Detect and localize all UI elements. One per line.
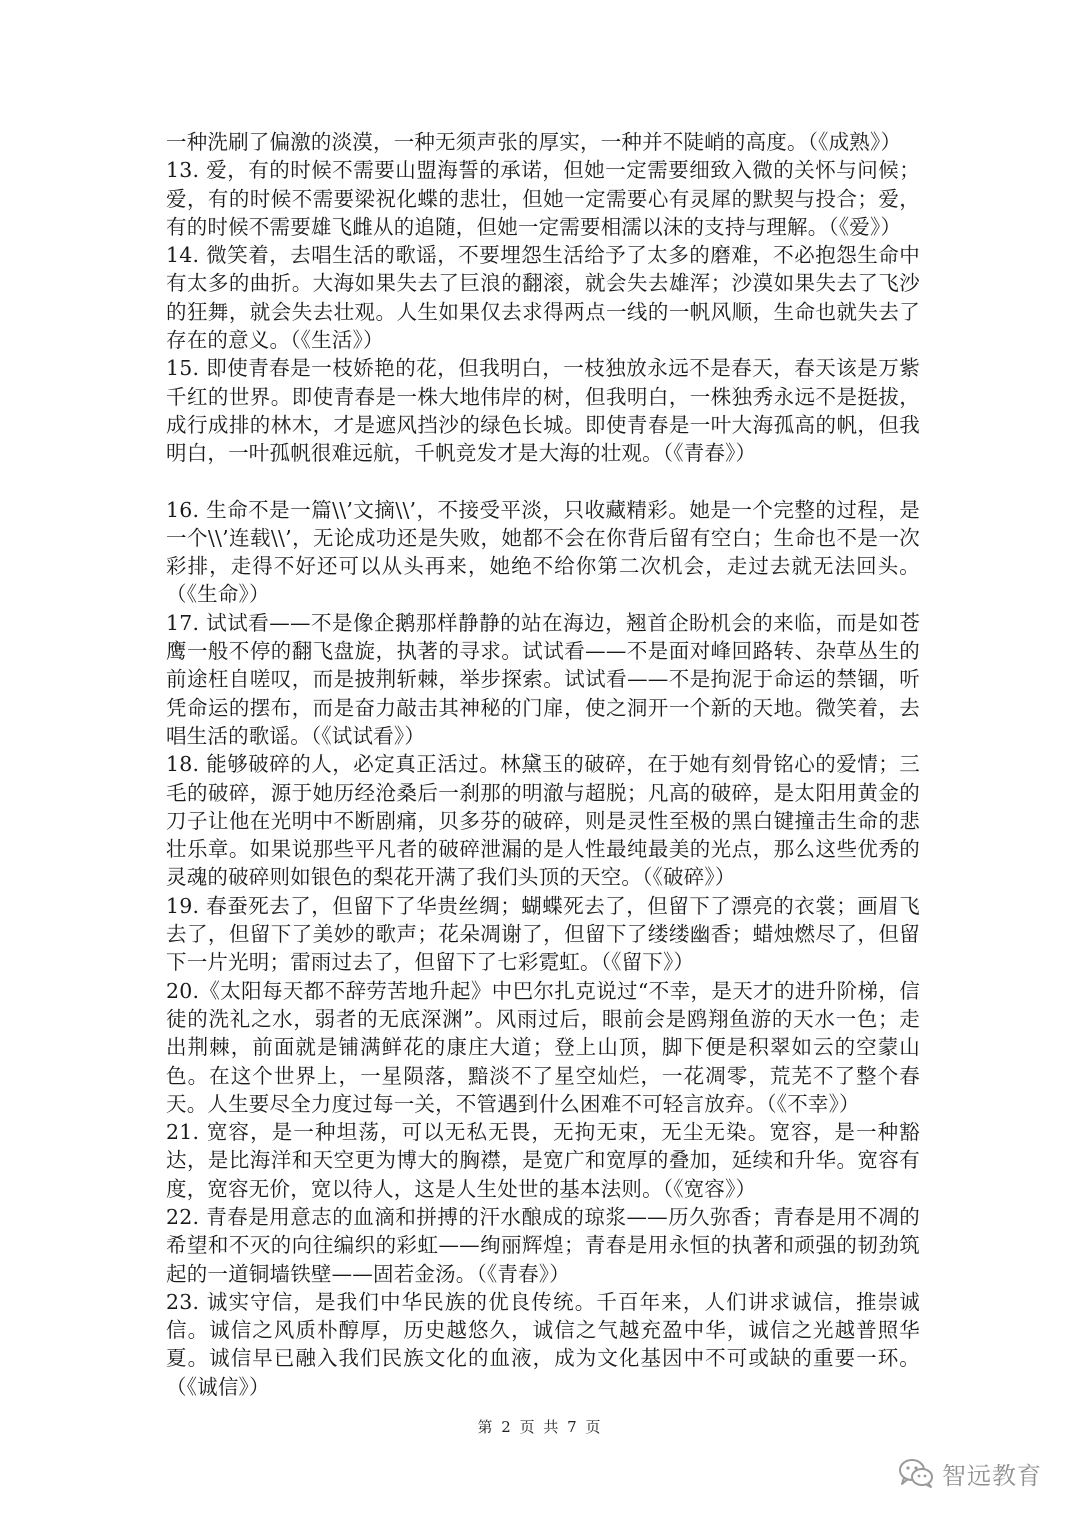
page-number-footer: 第 2 页 共 7 页 xyxy=(477,1418,603,1436)
document-body xyxy=(166,128,920,1401)
paragraph-19: 19. 春蚕死去了，但留下了华贵丝绸；蝴蝶死去了，但留下了漂亮的衣裳；画眉飞去了，但留下了美妙的歌声；花朵凋谢了，但留下了缕缕幽香；蜡烛燃尽了，但留下一片光明；雷雨过去了，但留下了七彩霓虹。（《留下》） xyxy=(166,893,920,975)
paragraph-16: 16. 生命不是一篇\\’文摘\\’，不接受平淡，只收藏精彩。她是一个完整的过程，是一个\\’连载\\’，无论成功还是失败，她都不会在你背后留有空白；生命也不是一次彩排，走得不好还可以从头再来，她绝不给你第二次机会，走过去就无法回头。（《生命》） xyxy=(166,497,920,607)
paragraph-18: 18. 能够破碎的人，必定真正活过。林黛玉的破碎，在于她有刻骨铭心的爱情；三毛的破碎，源于她历经沧桑后一刹那的明澈与超脱；凡高的破碎，是太阳用黄金的刀子让他在光明中不断剧痛，贝多芬的破碎，则是灵性至极的黑白键撞击生命的悲壮乐章。如果说那些平凡者的破碎泄漏的是人性最纯最美的光点，那么这些优秀的灵魂的破碎则如银色的梨花开满了我们头顶的天空。（《破碎》） xyxy=(166,752,920,890)
paragraph-17: 17. 试试看——不是像企鹅那样静静的站在海边，翘首企盼机会的来临，而是如苍鹰一般不停的翻飞盘旋，执著的寻求。试试看——不是面对峰回路转、杂草丛生的前途枉自嗟叹，而是披荆斩棘，举步探索。试试看——不是拘泥于命运的禁锢，听凭命运的摆布，而是奋力敲击其神秘的门扉，使之洞开一个新的天地。微笑着，去唱生活的歌谣。（《试试看》） xyxy=(166,610,920,748)
paragraph-23: 23. 诚实守信，是我们中华民族的优良传统。千百年来，人们讲求诚信，推崇诚信。诚信之风质朴醇厚，历史越悠久，诚信之气越充盈中华，诚信之光越普照华夏。诚信早已融入我们民族文化的血液，成为文化基因中不可或缺的重要一环。（《诚信》） xyxy=(166,1289,920,1399)
watermark-text: 智远教育 xyxy=(942,1461,1042,1490)
paragraph-20: 20.《太阳每天都不辞劳苦地升起》中巴尔扎克说过“不幸，是天才的进升阶梯，信徒的洗礼之水，弱者的无底深渊”。风雨过后，眼前会是鸥翔鱼游的天水一色；走出荆棘，前面就是铺满鲜花的康庄大道；登上山顶，脚下便是积翠如云的空蒙山色。在这个世界上，一星陨落，黯淡不了星空灿烂，一花凋零，荒芜不了整个春天。人生要尽全力度过每一关，不管遇到什么困难不可轻言放弃。（《不幸》） xyxy=(166,978,920,1116)
paragraph-21: 21. 宽容，是一种坦荡，可以无私无畏，无拘无束，无尘无染。宽容，是一种豁达，是比海洋和天空更为博大的胸襟，是宽广和宽厚的叠加，延续和升华。宽容有度，宽容无价，宽以待人，这是人生处世的基本法则。（《宽容》） xyxy=(166,1120,920,1201)
paragraph-13: 13. 爱，有的时候不需要山盟海誓的承诺，但她一定需要细致入微的关怀与问候；爱，有的时候不需要梁祝化蝶的悲壮，但她一定需要心有灵犀的默契与投合；爱，有的时候不需要雄飞雌从的追随，但她一定需要相濡以沫的支持与理解。（《爱》） xyxy=(166,158,920,239)
paragraph-15: 15. 即使青春是一枝娇艳的花，但我明白，一枝独放永远不是春天，春天该是万紫千红的世界。即使青春是一株大地伟岸的树，但我明白，一株独秀永远不是挺拔，成行成排的林木，才是遮风挡沙的绿色长城。即使青春是一叶大海孤高的帆，但我明白，一叶孤帆很难远航，千帆竞发才是大海的壮观。（《青春》） xyxy=(166,356,920,466)
wechat-icon xyxy=(898,1458,934,1488)
paragraph-14: 14. 微笑着，去唱生活的歌谣，不要埋怨生活给予了太多的磨难，不必抱怨生命中有太多的曲折。大海如果失去了巨浪的翻滚，就会失去雄浑；沙漠如果失去了飞沙的狂舞，就会失去壮观。人生如果仅去求得两点一线的一帆风顺，生命也就失去了存在的意义。（《生活》） xyxy=(166,243,920,353)
paragraph-22: 22. 青春是用意志的血滴和拼搏的汗水酿成的琼浆——历久弥香；青春是用不凋的希望和不灭的向往编织的彩虹——绚丽辉煌；青春是用永恒的执著和顽强的韧劲筑起的一道铜墙铁壁——固若金汤。（《青春》） xyxy=(166,1204,920,1286)
paragraph-12-end: 一种洗刷了偏激的淡漠，一种无须声张的厚实，一种并不陡峭的高度。（《成熟》） xyxy=(166,130,902,154)
watermark xyxy=(898,1453,1042,1493)
